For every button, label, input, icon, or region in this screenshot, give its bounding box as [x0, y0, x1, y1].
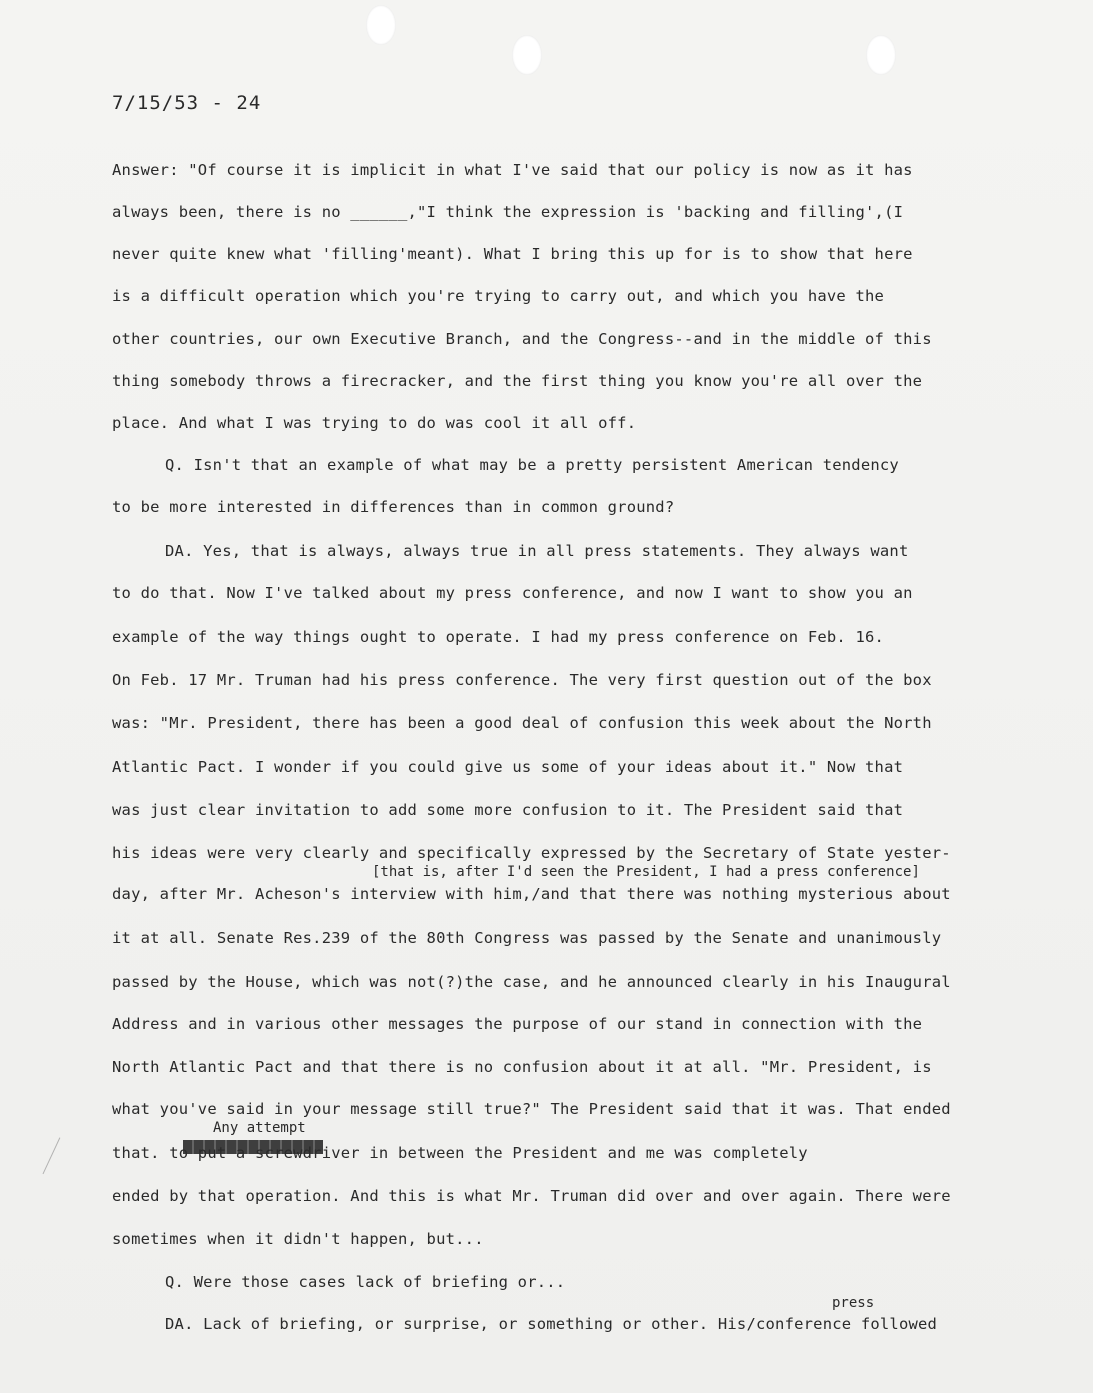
text-line: passed by the House, which was not(?)the case, and he announced clearly in his Inaugural [112, 973, 951, 991]
text-line: is a difficult operation which you're trying to carry out, and which you have the [112, 287, 885, 305]
text-line: On Feb. 17 Mr. Truman had his press conference. The very first question out of the box [112, 671, 932, 689]
text-line: was: "Mr. President, there has been a good deal of confusion this week about the North [112, 714, 932, 732]
text-line: sometimes when it didn't happen, but... [112, 1230, 484, 1248]
text-line: Q. Isn't that an example of what may be a pretty persistent American tendency [165, 456, 899, 474]
text-line: other countries, our own Executive Branch, and the Congress--and in the middle of this [112, 330, 932, 348]
text-line: what you've said in your message still true?" The President said that it was. That ended [112, 1100, 951, 1118]
punch-hole-center [512, 35, 542, 75]
text-line: Answer: "Of course it is implicit in what I've said that our policy is now as it has [112, 161, 913, 179]
text-line: Address and in various other messages the purpose of our stand in connection with the [112, 1015, 923, 1033]
page-header: 7/15/53 - 24 [112, 92, 262, 114]
text-line: DA. Yes, that is always, always true in all press statements. They always want [165, 542, 909, 560]
text-line: place. And what I was trying to do was cool it all off. [112, 414, 637, 432]
text-line: Atlantic Pact. I wonder if you could give us some of your ideas about it." Now that [112, 758, 904, 776]
text-line: to do that. Now I've talked about my press conference, and now I want to show you an [112, 584, 913, 602]
text-line: to be more interested in differences than in common ground? [112, 498, 675, 516]
press-insertion: press [832, 1295, 875, 1311]
text-line: North Atlantic Pact and that there is no confusion about it at all. "Mr. President, is [112, 1058, 932, 1076]
punch-hole-left [366, 5, 396, 45]
text-line: his ideas were very clearly and specifically expressed by the Secretary of State yester- [112, 844, 951, 862]
text-line: ended by that operation. And this is what Mr. Truman did over and over again. There were [112, 1187, 951, 1205]
text-line: Q. Were those cases lack of briefing or... [165, 1273, 566, 1291]
text-line: day, after Mr. Acheson's interview with him,/and that there was nothing mysterious about [112, 885, 951, 903]
text-line: never quite knew what 'filling'meant). What I bring this up for is to show that here [112, 245, 913, 263]
text-line: example of the way things ought to operate. I had my press conference on Feb. 16. [112, 628, 885, 646]
text-line: thing somebody throws a firecracker, and the first thing you know you're all over the [112, 372, 923, 390]
margin-check-mark [43, 1137, 79, 1182]
text-line: always been, there is no ______,"I think the expression is 'backing and filling',(I [112, 203, 904, 221]
punch-hole-right [866, 35, 896, 75]
text-line: was just clear invitation to add some more confusion to it. The President said that [112, 801, 904, 819]
any-attempt-insertion: Any attempt [213, 1120, 306, 1136]
text-line: that. to put a screwdriver in between the President and me was completely [112, 1144, 808, 1162]
text-line: DA. Lack of briefing, or surprise, or something or other. His/conference followed [165, 1315, 938, 1333]
text-line: it at all. Senate Res.239 of the 80th Congress was passed by the Senate and unanimously [112, 929, 942, 947]
bracket-insertion: [that is, after I'd seen the President, I had a press conference] [372, 864, 920, 880]
